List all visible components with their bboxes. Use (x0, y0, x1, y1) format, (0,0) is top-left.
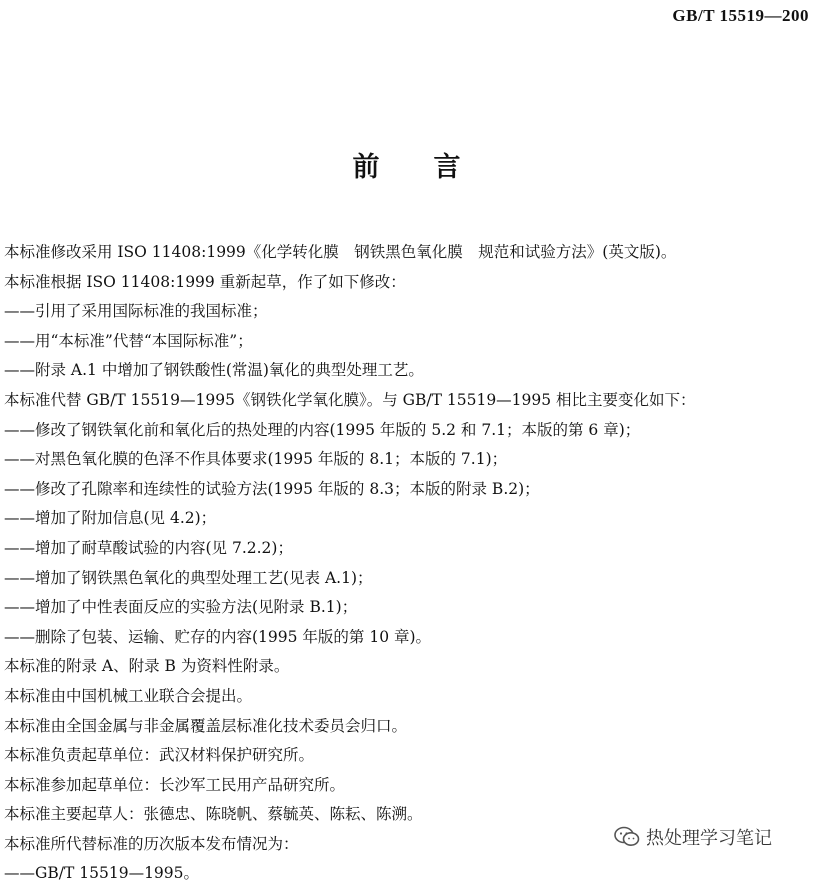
standard-code: GB/T 15519—200 (672, 6, 809, 25)
list-item: ——增加了中性表面反应的实验方法(见附录 B.1)； (4, 598, 358, 617)
list-item: ——增加了耐草酸试验的内容(见 7.2.2)； (4, 538, 293, 557)
list-item: ——删除了包装、运输、贮存的内容(1995 年版的第 10 章)。 (4, 627, 432, 646)
list-item: ——对黑色氧化膜的色泽不作具体要求(1995 年版的 8.1；本版的 7.1)； (4, 450, 508, 469)
text-line: 本标准由中国机械工业联合会提出。 (4, 686, 253, 705)
text-line: 本标准主要起草人：张德忠、陈晓帆、蔡毓英、陈耘、陈溯。 (4, 805, 423, 824)
text-line: 本标准参加起草单位：长沙军工民用产品研究所。 (4, 775, 346, 794)
list-item: ——引用了采用国际标准的我国标准； (4, 302, 268, 321)
page-title: 前言 (352, 152, 515, 183)
list-item: ——增加了附加信息(见 4.2)； (4, 509, 217, 528)
text-line: 本标准修改采用 ISO 11408:1999《化学转化膜 钢铁黑色氧化膜 规范和试验方法》(英文版)。 (4, 243, 677, 261)
list-item: ——GB/T 15519—1995。 (4, 864, 200, 883)
text-line: 本标准负责起草单位：武汉材料保护研究所。 (4, 746, 315, 765)
wechat-icon (614, 826, 640, 848)
text-line: 本标准根据 ISO 11408:1999 重新起草，作了如下修改： (4, 272, 406, 291)
watermark (614, 824, 772, 850)
text-line: 本标准的附录 A、附录 B 为资料性附录。 (4, 657, 290, 676)
list-item: ——修改了孔隙率和连续性的试验方法(1995 年版的 8.3；本版的附录 B.2)； (4, 479, 540, 498)
text-line: 本标准由全国金属与非金属覆盖层标准化技术委员会归口。 (4, 716, 408, 735)
foreword-body (4, 238, 809, 889)
list-item: ——修改了钢铁氧化前和氧化后的热处理的内容(1995 年版的 5.2 和 7.1；本版的第 6 章)； (4, 420, 641, 439)
text-line: 本标准所代替标准的历次版本发布情况为： (4, 834, 299, 853)
list-item: ——用“本标准”代替“本国际标准”； (4, 331, 253, 350)
list-item: ——附录 A.1 中增加了钢铁酸性(常温)氧化的典型处理工艺。 (4, 361, 424, 380)
text-line: 本标准代替 GB/T 15519—1995《钢铁化学氧化膜》。与 GB/T 15519—1995 相比主要变化如下： (4, 390, 696, 409)
watermark-text: 热处理学习笔记 (646, 828, 772, 849)
list-item: ——增加了钢铁黑色氧化的典型处理工艺(见表 A.1)； (4, 568, 373, 587)
